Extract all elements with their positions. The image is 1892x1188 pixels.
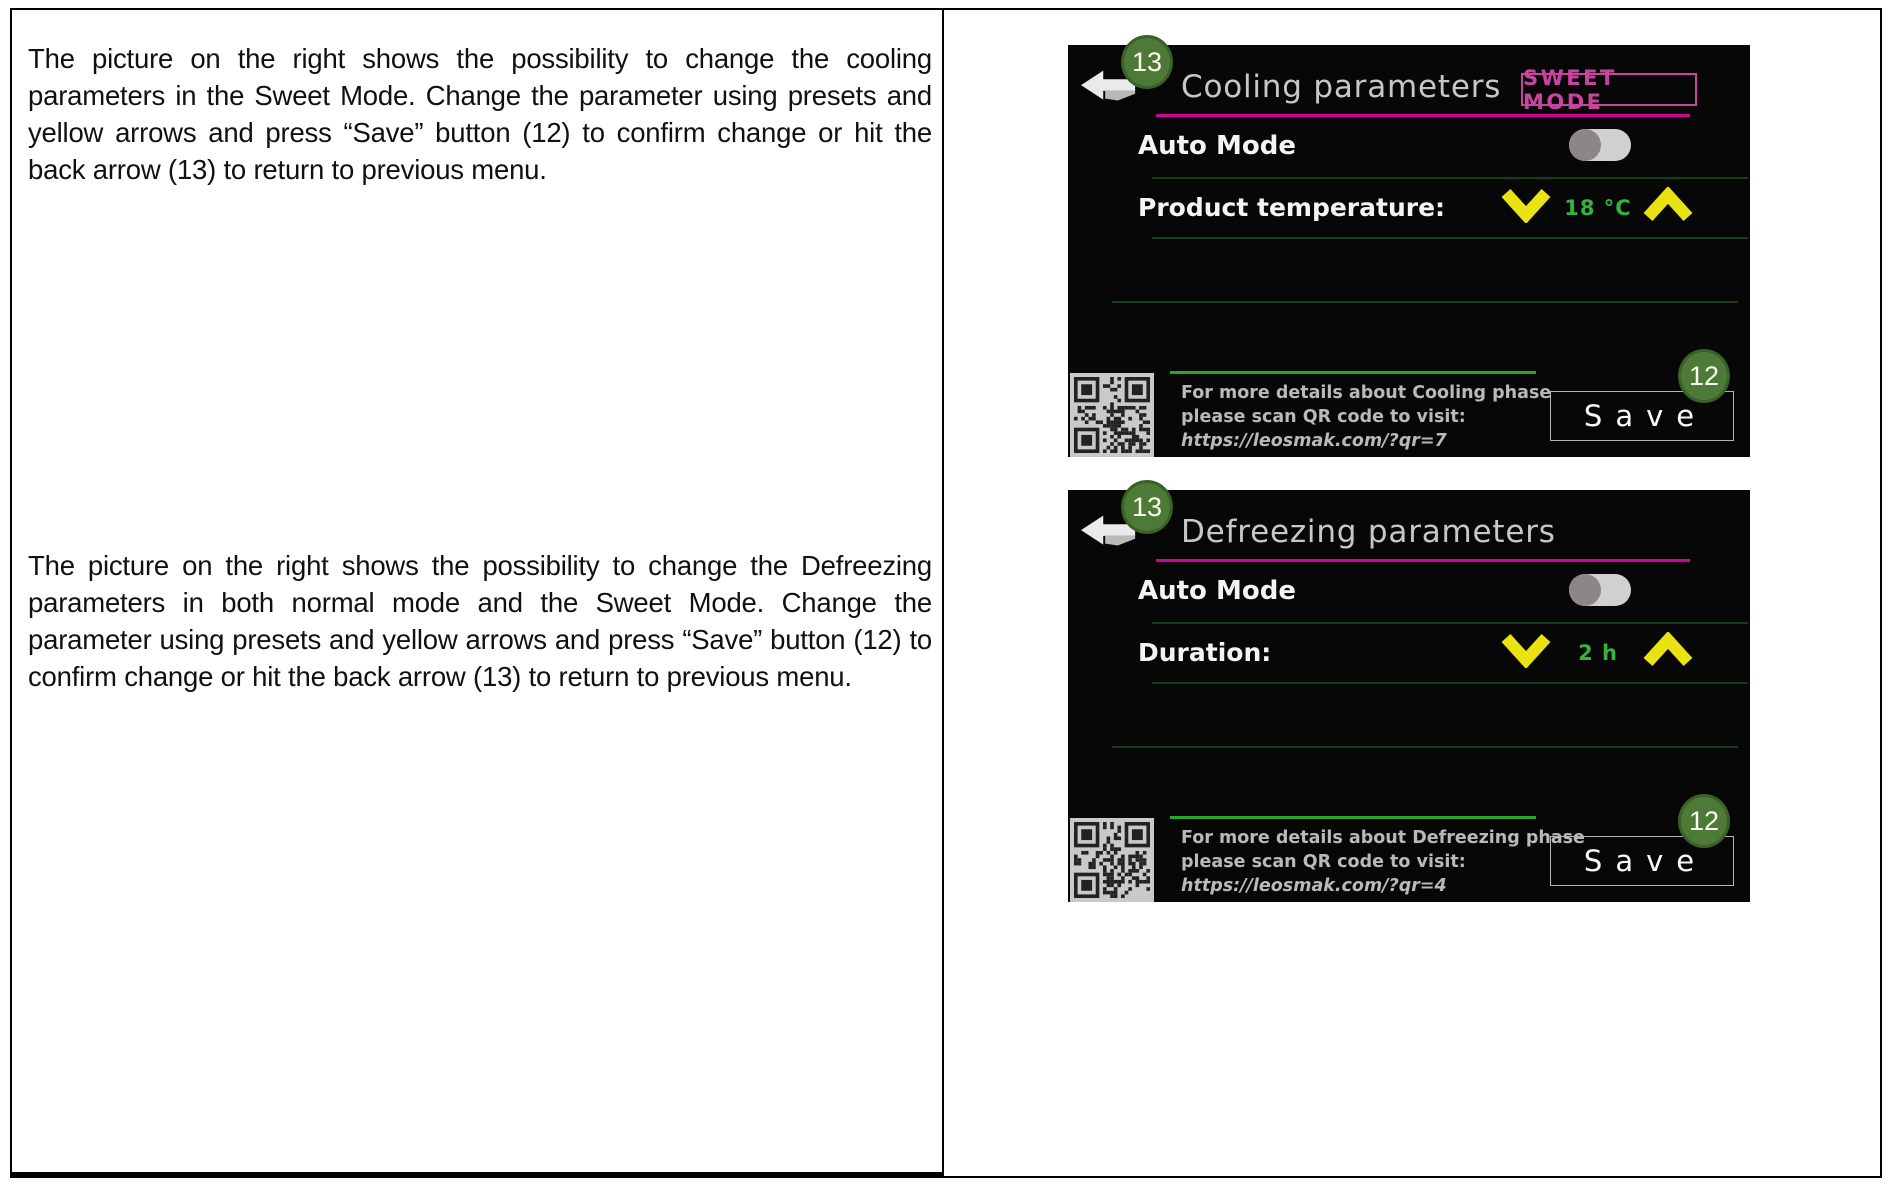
callout-13: 13 xyxy=(1121,480,1173,534)
qr-info-line1: For more details about Cooling phase xyxy=(1181,383,1552,403)
qr-url: https://leosmak.com/?qr=4 xyxy=(1181,876,1447,896)
parameter-label: Duration: xyxy=(1138,638,1272,667)
chevron-down-icon xyxy=(1500,632,1552,668)
save-button[interactable]: Save xyxy=(1550,391,1734,441)
separator-line xyxy=(1152,682,1748,684)
qr-info-line2: please scan QR code to visit: xyxy=(1181,407,1466,427)
separator-line xyxy=(1112,301,1738,303)
auto-mode-label: Auto Mode xyxy=(1138,576,1296,606)
parameter-value: 18 °C xyxy=(1564,196,1632,220)
callout-13: 13 xyxy=(1121,35,1173,89)
decrease-button[interactable] xyxy=(1500,187,1552,223)
defreezing-description-paragraph: The picture on the right shows the possibility to change the Defreezing parameters in both normal mode and the Sweet Mode. Change the parameter using presets and yellow arrows and press “Save” button (12) to confirm change or hit the back arrow (13) to return to previous menu. xyxy=(28,550,932,692)
title-underline xyxy=(1156,559,1690,562)
chevron-up-icon xyxy=(1642,187,1694,223)
cooling-description-paragraph: The picture on the right shows the possibility to change the cooling parameters in the Sweet Mode. Change the parameter using presets and yellow arrows and press “Save” button (12) to confirm change or hit the back arrow (13) to return to previous menu. xyxy=(28,43,932,185)
screen-title: Cooling parameters xyxy=(1181,69,1502,105)
qr-info-text xyxy=(1181,826,1585,898)
auto-mode-toggle[interactable] xyxy=(1569,574,1631,606)
decrease-button[interactable] xyxy=(1500,632,1552,668)
auto-mode-toggle[interactable] xyxy=(1569,129,1631,161)
separator-line xyxy=(1152,622,1748,624)
separator-line xyxy=(1112,746,1738,748)
save-button[interactable]: Save xyxy=(1550,836,1734,886)
description-column xyxy=(12,10,944,1176)
sweet-mode-badge: SWEET MODE xyxy=(1521,73,1697,106)
footer-green-line xyxy=(1170,371,1536,374)
callout-12: 12 xyxy=(1678,349,1730,403)
screen-title: Defreezing parameters xyxy=(1181,514,1556,550)
auto-mode-label: Auto Mode xyxy=(1138,131,1296,161)
separator-line xyxy=(1152,237,1748,239)
parameter-value: 2 h xyxy=(1578,641,1618,665)
defreezing-parameters-screen xyxy=(1068,490,1750,902)
qr-url: https://leosmak.com/?qr=7 xyxy=(1181,431,1447,451)
increase-button[interactable] xyxy=(1642,632,1694,668)
parameter-label: Product temperature: xyxy=(1138,193,1446,222)
cooling-parameters-screen xyxy=(1068,45,1750,457)
manual-page-table xyxy=(10,8,1882,1178)
qr-info-line1: For more details about Defreezing phase xyxy=(1181,828,1585,848)
qr-info-line2: please scan QR code to visit: xyxy=(1181,852,1466,872)
footer-green-line xyxy=(1170,816,1536,819)
qr-code-icon xyxy=(1070,818,1154,902)
toggle-knob xyxy=(1569,129,1601,161)
chevron-up-icon xyxy=(1642,632,1694,668)
chevron-down-icon xyxy=(1500,187,1552,223)
qr-code-icon xyxy=(1070,373,1154,457)
callout-12: 12 xyxy=(1678,794,1730,848)
screenshot-column xyxy=(944,10,1880,1176)
increase-button[interactable] xyxy=(1642,187,1694,223)
separator-line xyxy=(1152,177,1748,179)
title-underline xyxy=(1156,114,1690,117)
qr-info-text xyxy=(1181,381,1551,453)
toggle-knob xyxy=(1569,574,1601,606)
